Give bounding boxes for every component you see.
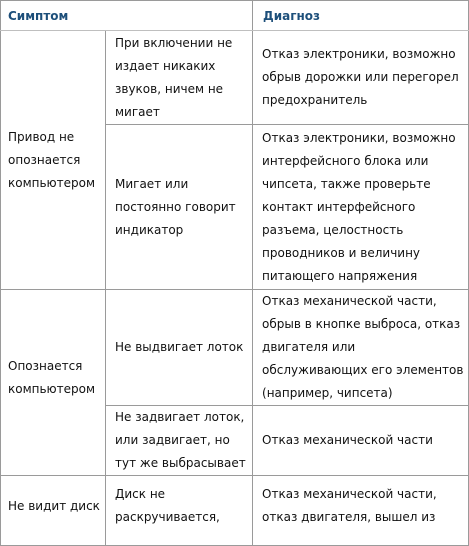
condition-cell: [1, 290, 106, 476]
condition-text: Опознается компьютером: [8, 359, 96, 396]
condition-cell: [1, 476, 106, 546]
diagnosis-cell: [253, 406, 469, 476]
condition-text: Не видит диск: [8, 499, 100, 513]
symptom-column-header: Симптом: [1, 1, 253, 31]
diagnosis-text: Отказ механической части: [262, 433, 433, 447]
table-row: [1, 31, 469, 125]
symptom-text: При включении не издает никаких звуков, ничем не мигает: [115, 35, 233, 119]
diagnosis-cell: [253, 31, 469, 125]
symptom-cell: [106, 125, 253, 290]
diagnosis-column-header: Диагноз: [253, 1, 469, 31]
table-header-row: [1, 1, 469, 31]
symptom-text: Диск не раскручивается,: [115, 487, 220, 524]
diagnosis-cell: [253, 290, 469, 406]
symptom-cell: [106, 406, 253, 476]
symptom-cell: [106, 476, 253, 546]
symptom-cell: [106, 31, 253, 125]
diagnosis-text: Отказ электроники, возможно интерфейсного блока или чипсета, также проверьте контакт интерфейсного разъема, целостность проводников и величину питающего напряжения: [262, 130, 456, 283]
diagnosis-cell: [253, 476, 469, 546]
table-row: [1, 290, 469, 406]
symptom-text: Не задвигает лоток, или задвигает, но тут же выбрасывает: [115, 410, 246, 470]
symptom-cell: [106, 290, 253, 406]
condition-text: Привод не опознается компьютером: [8, 129, 96, 190]
diagnosis-text: Отказ механической части, обрыв в кнопке выброса, отказ двигателя или обслуживающих его элементов (например, чипсета): [262, 294, 464, 400]
condition-cell: [1, 31, 106, 290]
symptom-text: Мигает или постоянно говорит индикатор: [115, 176, 236, 237]
symptom-text: Не выдвигает лоток: [115, 340, 244, 354]
diagnosis-cell: [253, 125, 469, 290]
diagnosis-text: Отказ механической части, отказ двигателя, вышел из: [262, 487, 437, 524]
table-row: [1, 476, 469, 546]
diagnosis-text: Отказ электроники, возможно обрыв дорожки или перегорел предохранитель: [262, 47, 459, 107]
